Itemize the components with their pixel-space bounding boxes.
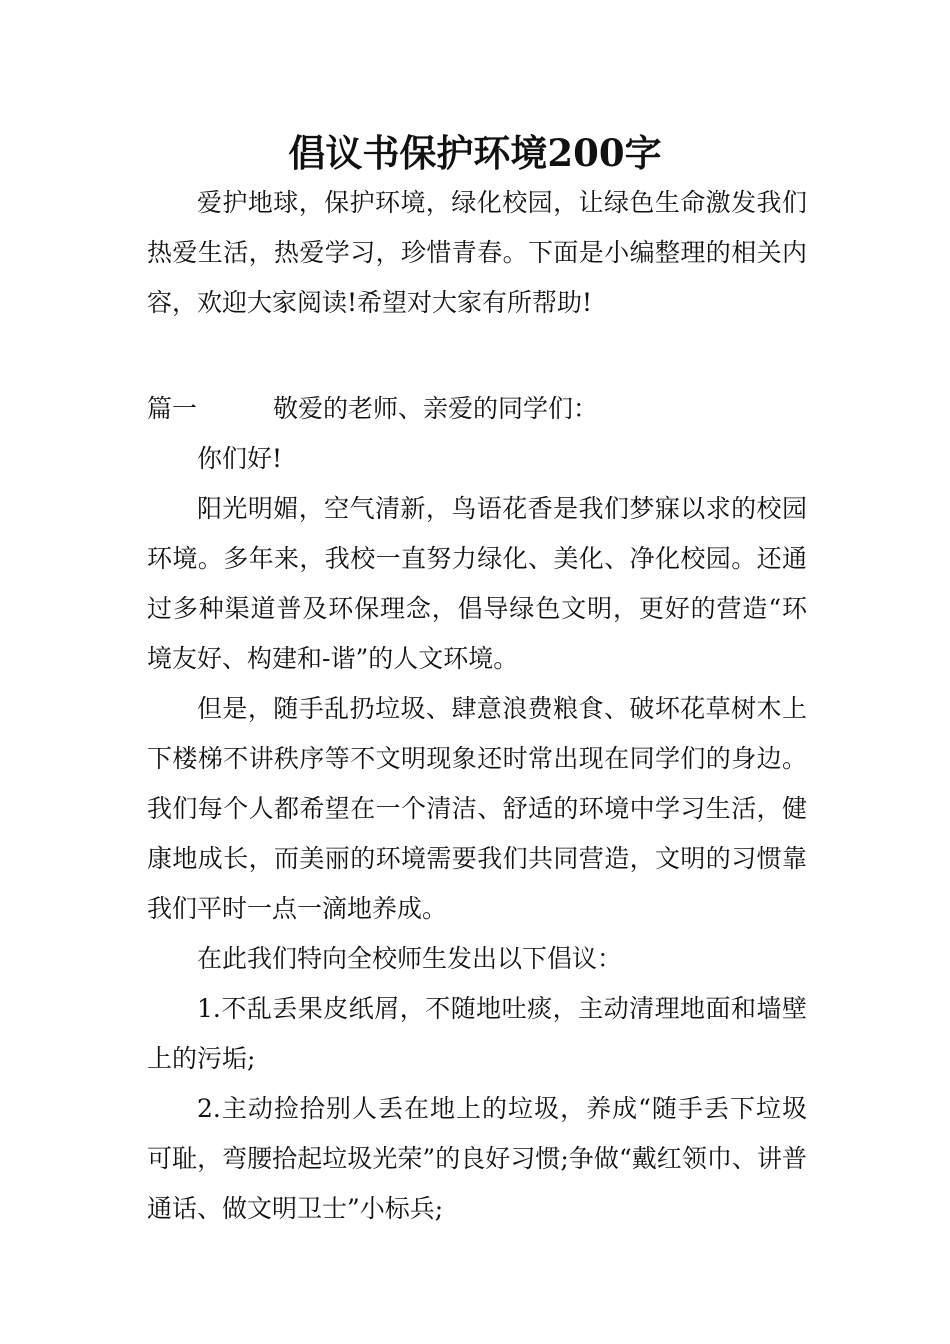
document-body xyxy=(147,178,807,1234)
proposal-item: 2.主动捡拾别人丢在地上的垃圾，养成“随手丢下垃圾可耻，弯腰拾起垃圾光荣”的良好习惯;争做“戴红领巾、讲普通话、做文明卫士”小标兵; xyxy=(147,1094,807,1223)
body-paragraph: 阳光明媚，空气清新，鸟语花香是我们梦寐以求的校园环境。多年来，我校一直努力绿化、美化、净化校园。还通过多种渠道普及环保理念，倡导绿色文明，更好的营造“环境友好、构建和-谐”的人文环境。 xyxy=(147,494,807,673)
intro-paragraph: 爱护地球，保护环境，绿化校园，让绿色生命激发我们热爱生活，热爱学习，珍惜青春。下面是小编整理的相关内容，欢迎大家阅读!希望对大家有所帮助! xyxy=(147,188,807,317)
proposal-item: 1.不乱丢果皮纸屑，不随地吐痰，主动清理地面和墙壁上的污垢; xyxy=(147,994,807,1073)
section-label: 篇一 xyxy=(147,394,198,423)
salutation: 敬爱的老师、亲爱的同学们： xyxy=(273,394,599,423)
document-title: 倡议书保护环境200字 xyxy=(288,131,662,175)
greeting: 你们好! xyxy=(197,444,283,473)
body-paragraph: 但是，随手乱扔垃圾、肆意浪费粮食、破坏花草树木上下楼梯不讲秩序等不文明现象还时常出现在同学们的身边。我们每个人都希望在一个清洁、舒适的环境中学习生活，健康地成长，而美丽的环境需要我们共同营造，文明的习惯靠我们平时一点一滴地养成。 xyxy=(147,694,807,923)
spacer xyxy=(147,328,807,378)
section-heading xyxy=(147,384,807,434)
body-paragraph: 在此我们特向全校师生发出以下倡议： xyxy=(197,944,623,973)
